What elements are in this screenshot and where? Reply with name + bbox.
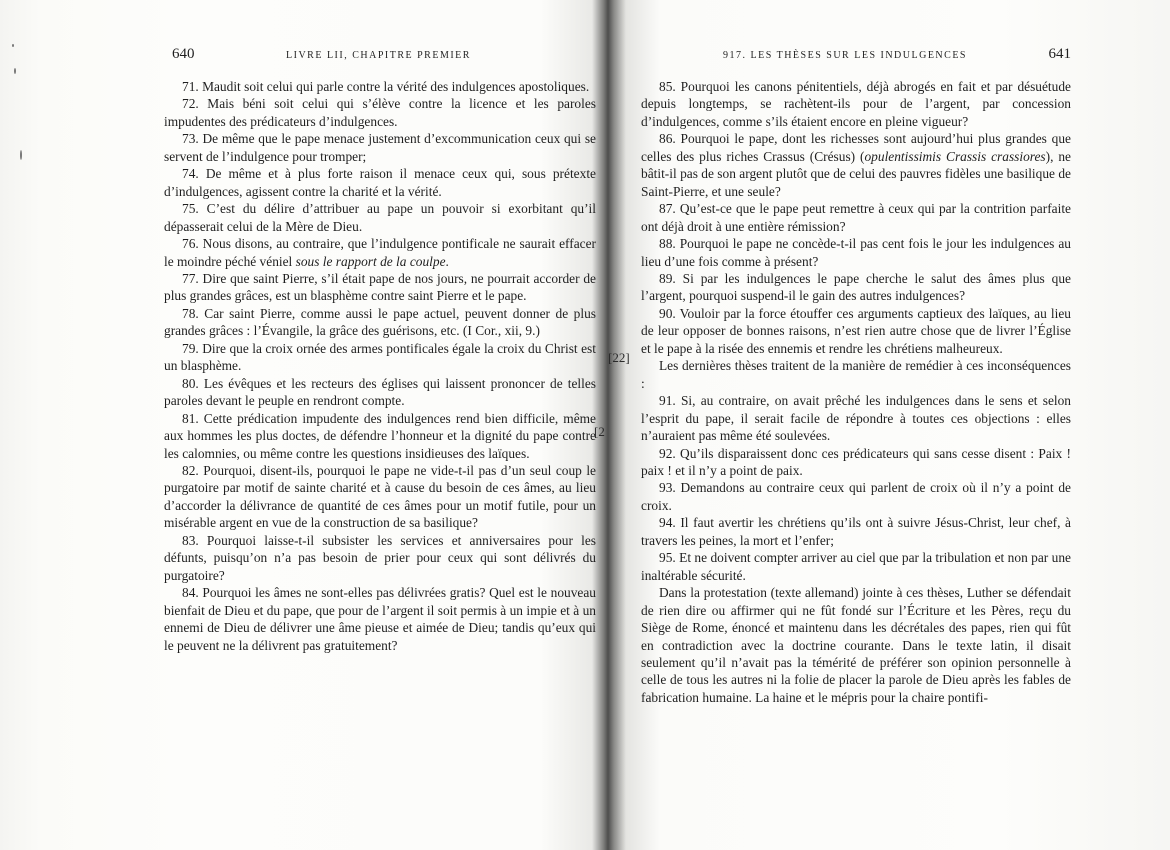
left-header [164,40,596,62]
paragraph: 92. Qu’ils disparaissent donc ces prédicateurs qui sans cesse disent : Paix ! paix ! et il n’y a point de paix. [641,445,1071,478]
paragraph: 87. Qu’est-ce que le pape peut remettre à ceux qui par la contrition parfaite ont déjà droit à une entière rémission? [641,201,1071,234]
paragraph: 81. Cette prédication impudente des indulgences rend bien difficile, même aux hommes les plus doctes, de défendre l’honneur et la dignité du pape contre les calomnies, ou même contre les questions insidieuses des laïques. [164,410,596,461]
paragraph: 74. De même et à plus forte raison il menace ceux qui, sous prétexte d’indulgences, agissent contre la charité et la vérité. [164,166,596,199]
paragraph: 72. Mais béni soit celui qui s’élève contre la licence et les paroles impudentes des prédicateurs d’indulgences. [164,96,596,129]
paragraph: 77. Dire que saint Pierre, s’il était pape de nos jours, ne pourrait accorder de plus grandes grâces, est un blasphème contre saint Pierre et le pape. [164,270,596,304]
paragraph: 94. Il faut avertir les chrétiens qu’ils ont à suivre Jésus-Christ, leur chef, à travers les peines, la mort et l’enfer; [641,515,1071,548]
paragraph: 79. Dire que la croix ornée des armes pontificales égale la croix du Christ est un blasphème. [164,340,596,374]
paragraph: 75. C’est du délire d’attribuer au pape un pouvoir si exorbitant qu’il dépasserait celui de la Mère de Dieu. [164,201,596,234]
paragraph: 88. Pourquoi le pape ne concède-t-il pas cent fois le jour les indulgences au lieu d’une fois comme à présent? [641,236,1071,269]
running-head: 917. LES THÈSES SUR LES INDULGENCES [723,50,967,61]
paragraph: Dans la protestation (texte allemand) jointe à ces thèses, Luther se défendait de rien dire ou affirmer qui ne fût fondé sur l’Écriture et les Pères, reçu du Siège de Rome, énoncé et maintenu dans les décrétales des papes, rien qui fût en contradiction avec la doctrine courante. Dans le texte latin, il disait seulement qu’il n’avait pas la témérité de préférer son opinion personnelle à celle de tous les autres ni la folie de placer la parole de Dieu après les fables de fabrication humaine. La haine et le mépris pour la chaire pontifi- [641,585,1071,705]
speck [20,150,22,160]
paragraph: 82. Pourquoi, disent-ils, pourquoi le pape ne vide-t-il pas d’un seul coup le purgatoire par motif de sainte charité et à cause du besoin de ces âmes, au lieu d’accorder la délivrance de quantité de ces âmes pour un motif futile, pour un misérable argent en vue de la construction de sa basilique? [164,462,596,531]
paragraph: 86. Pourquoi le pape, dont les richesses sont aujourd’hui plus grandes que celles des plus riches Crassus (Crésus) (opulentissimis Crassis crassiores), ne bâtit-il pas de son argent plutôt que de celui des pauvres fidèles une basilique de Saint-Pierre, et une seule? [641,131,1071,199]
speck [12,44,14,47]
paragraph: 83. Pourquoi laisse-t-il subsister les services et anniversaires pour les défunts, puisqu’on n’a pas besoin de prier pour ceux qui sont délivrés du purgatoire? [164,532,596,583]
margin-marker: [2 [594,424,605,439]
paragraph: 84. Pourquoi les âmes ne sont-elles pas délivrées gratis? Quel est le nouveau bienfait de Dieu et du pape, que pour de l’argent il soit permis à un impie et à un ennemi de Dieu de délivrer une âme pieuse et aimée de Dieu; tandis qu’eux qui le peuvent ne la délivrent pas gratuitement? [164,585,596,653]
running-head: LIVRE LII, CHAPITRE PREMIER [286,50,471,61]
paragraph: 95. Et ne doivent compter arriver au ciel que par la tribulation et non par une inaltérable sécurité. [641,550,1071,583]
paragraph: 73. De même que le pape menace justement d’excommunication ceux qui se servent de l’indulgence pour tromper; [164,131,596,164]
paragraph: 89. Si par les indulgences le pape cherche le salut des âmes plus que l’argent, pourquoi suspend-il le gain des autres indulgences? [641,270,1071,304]
right-page-body [641,78,1071,706]
right-header [641,40,1071,62]
paragraph: Les dernières thèses traitent de la manière de remédier à ces inconséquences : [641,358,1071,391]
page-number: 640 [172,46,195,62]
left-page [164,40,596,654]
right-page [641,40,1071,706]
paragraph: 93. Demandons au contraire ceux qui parlent de croix où il n’y a point de croix. [641,480,1071,513]
paragraph: 71. Maudit soit celui qui parle contre la vérité des indulgences apostoliques. [182,79,590,94]
page-edge-marks [0,0,30,850]
paragraph: 85. Pourquoi les canons pénitentiels, déjà abrogés en fait et par désuétude depuis longtemps, se rachètent-ils pour de l’argent, par concession d’indulgences, comme s’ils étaient encore en pleine vigueur? [641,79,1071,129]
paragraph: 80. Les évêques et les recteurs des églises qui laissent prononcer de telles paroles devant le peuple en rendront compte. [164,375,596,409]
paragraph: 90. Vouloir par la force étouffer ces arguments captieux des laïques, au lieu de leur opposer de bonnes raisons, n’est rien autre chose que de livrer l’Église et le pape à la risée des ennemis et rendre les chrétiens malheureux. [641,305,1071,356]
speck [14,68,16,74]
paragraph: 78. Car saint Pierre, comme aussi le pape actuel, peuvent donner de plus grandes grâces : l’Évangile, la grâce des guérisons, etc. (I Cor., xii, 9.) [164,305,596,339]
margin-marker: [22] [608,350,630,365]
page-number: 641 [1048,46,1071,62]
paragraph: 91. Si, au contraire, on avait prêché les indulgences dans le sens et selon l’esprit du pape, il serait facile de répondre à toutes ces objections : elles n’auraient pas même été soulevées. [641,393,1071,444]
left-page-body [164,78,596,654]
paragraph: 76. Nous disons, au contraire, que l’indulgence pontificale ne saurait effacer le moindre péché véniel sous le rapport de la coulpe. [164,236,596,269]
